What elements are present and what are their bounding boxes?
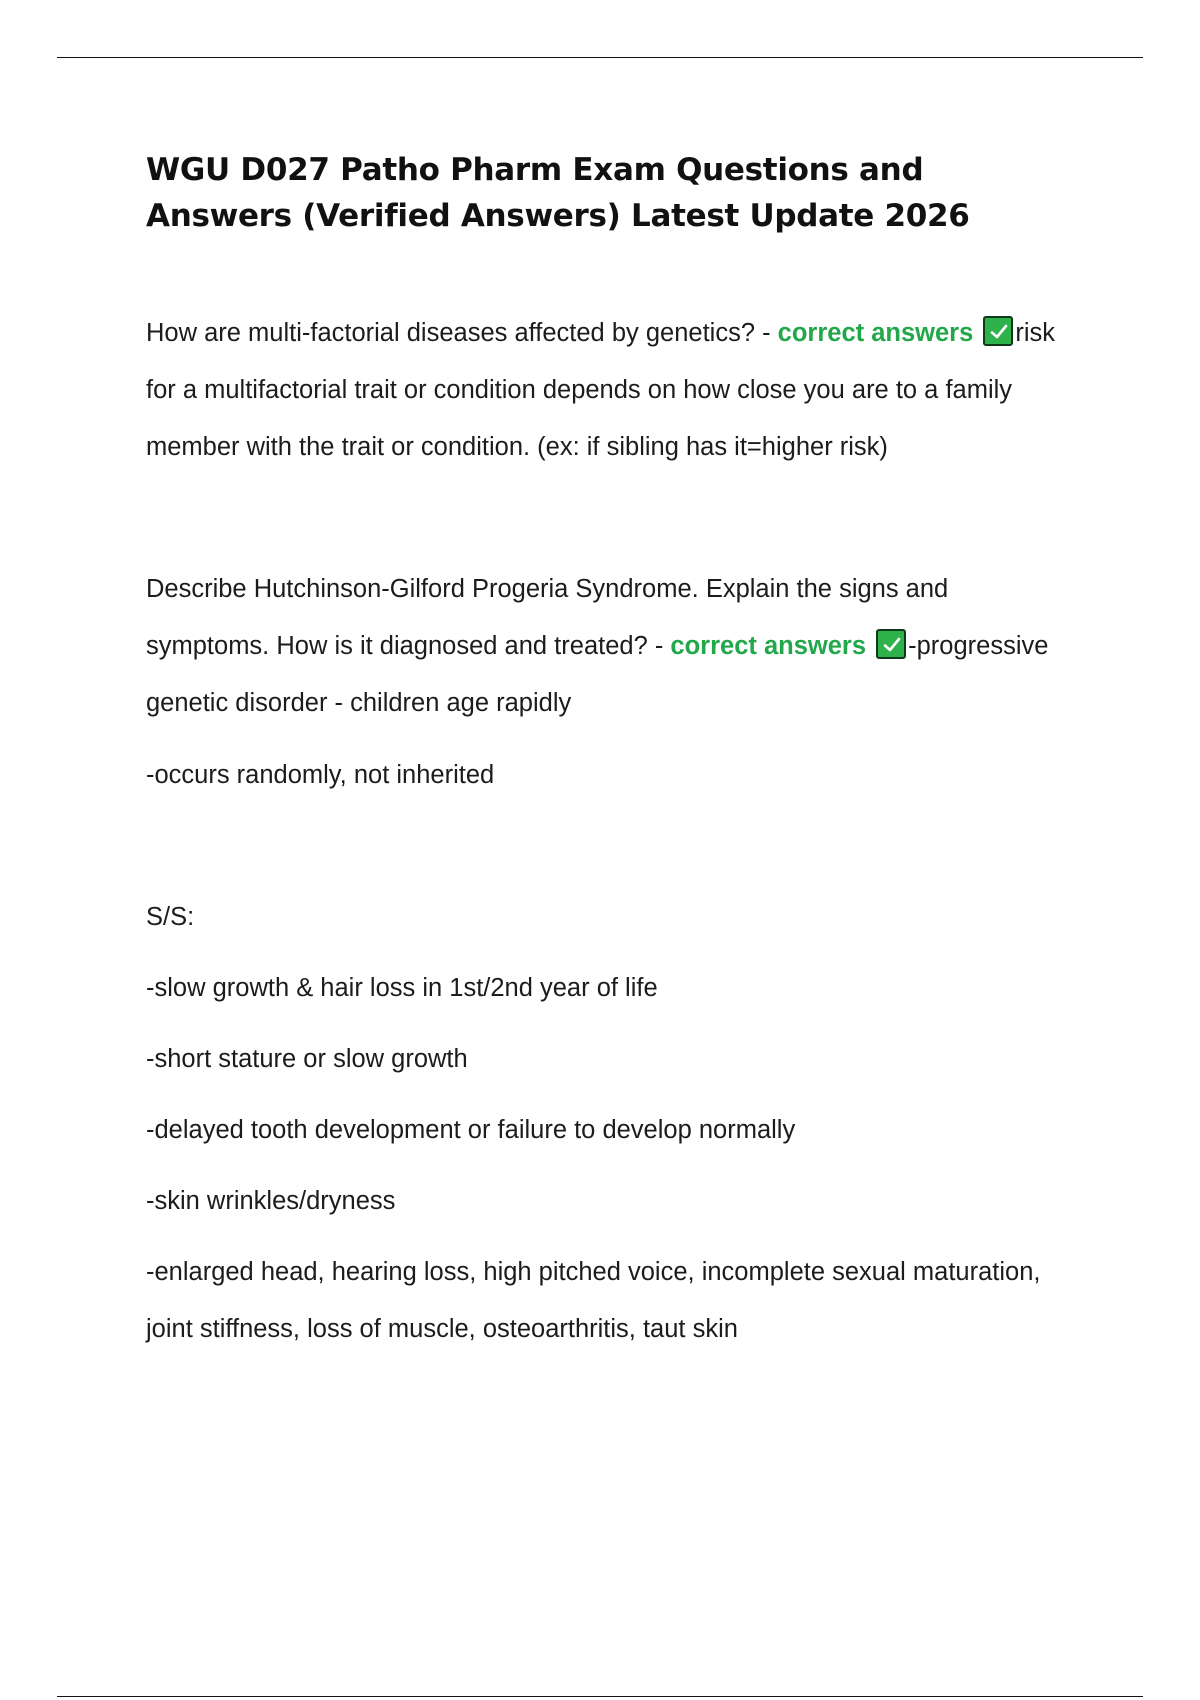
question-text: Describe Hutchinson-Gilford Progeria Syndrome. Explain the signs and symptoms. How is it diagnosed and treated? - bbox=[146, 575, 949, 660]
top-rule bbox=[57, 57, 1143, 58]
qa-item-1 bbox=[146, 305, 1076, 476]
list-item: -skin wrinkles/dryness bbox=[146, 1187, 396, 1215]
list-item: -slow growth & hair loss in 1st/2nd year of life bbox=[146, 974, 658, 1002]
bottom-rule bbox=[57, 1696, 1143, 1697]
document-body bbox=[146, 147, 1076, 1358]
answer-text: -progressive genetic disorder - children age rapidly bbox=[146, 632, 1049, 717]
answer-text: risk for a multifactorial trait or condition depends on how close you are to a family member with the trait or condition. (ex: if sibling has it=higher risk) bbox=[146, 319, 1056, 461]
list-item: -enlarged head, hearing loss, high pitched voice, incomplete sexual maturation, joint stiffness, loss of muscle, osteoarthritis, taut skin bbox=[146, 1258, 1041, 1343]
correct-answers-label: correct answers bbox=[777, 319, 974, 347]
check-mark-icon bbox=[983, 316, 1013, 346]
answer-line: -occurs randomly, not inherited bbox=[146, 761, 495, 789]
document-title: WGU D027 Patho Pharm Exam Questions and Answers (Verified Answers) Latest Update 2026 bbox=[146, 152, 970, 234]
list-item: -delayed tooth development or failure to develop normally bbox=[146, 1116, 796, 1144]
qa-item-2 bbox=[146, 561, 1076, 732]
list-item: -short stature or slow growth bbox=[146, 1045, 468, 1073]
correct-answers-label: correct answers bbox=[670, 632, 867, 660]
question-text: How are multi-factorial diseases affected by genetics? - bbox=[146, 319, 778, 347]
check-mark-icon bbox=[876, 629, 906, 659]
signs-symptoms-heading: S/S: bbox=[146, 903, 195, 931]
